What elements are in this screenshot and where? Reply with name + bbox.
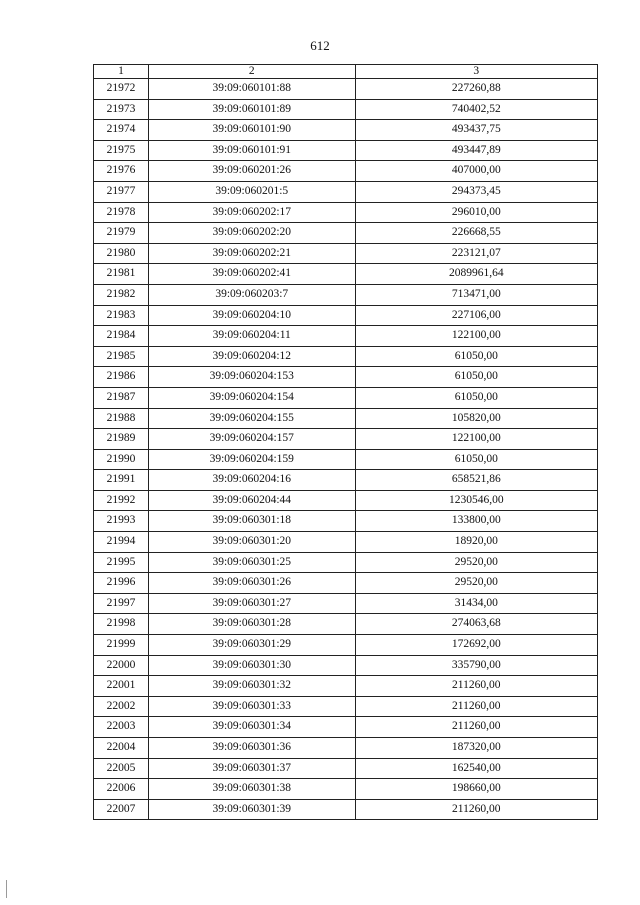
row-number: 21998 <box>94 614 149 635</box>
row-number: 21994 <box>94 532 149 553</box>
cadastral-number: 39:09:060301:28 <box>148 614 355 635</box>
table-body <box>94 79 598 820</box>
cadastral-number: 39:09:060301:33 <box>148 696 355 717</box>
cadastral-value: 296010,00 <box>355 202 597 223</box>
cadastral-value: 122100,00 <box>355 326 597 347</box>
cadastral-number: 39:09:060204:44 <box>148 490 355 511</box>
cadastral-number: 39:09:060301:39 <box>148 799 355 820</box>
row-number: 22007 <box>94 799 149 820</box>
cadastral-value: 61050,00 <box>355 387 597 408</box>
cadastral-number: 39:09:060301:34 <box>148 717 355 738</box>
table-row <box>94 305 598 326</box>
row-number: 21979 <box>94 223 149 244</box>
table-row <box>94 140 598 161</box>
table-row <box>94 593 598 614</box>
cadastral-value: 162540,00 <box>355 758 597 779</box>
table-row <box>94 429 598 450</box>
row-number: 21977 <box>94 181 149 202</box>
cadastral-value: 211260,00 <box>355 696 597 717</box>
cadastral-value: 335790,00 <box>355 655 597 676</box>
table-row <box>94 243 598 264</box>
row-number: 21992 <box>94 490 149 511</box>
column-header-2: 2 <box>148 65 355 79</box>
cadastral-value: 493447,89 <box>355 140 597 161</box>
cadastral-number: 39:09:060202:17 <box>148 202 355 223</box>
row-number: 21997 <box>94 593 149 614</box>
cadastral-number: 39:09:060301:18 <box>148 511 355 532</box>
cadastral-number: 39:09:060202:21 <box>148 243 355 264</box>
row-number: 21986 <box>94 367 149 388</box>
row-number: 21999 <box>94 635 149 656</box>
cadastral-number: 39:09:060301:29 <box>148 635 355 656</box>
table-row <box>94 470 598 491</box>
cadastral-number: 39:09:060204:11 <box>148 326 355 347</box>
row-number: 21990 <box>94 449 149 470</box>
cadastral-value: 407000,00 <box>355 161 597 182</box>
cadastral-number: 39:09:060204:16 <box>148 470 355 491</box>
table-row <box>94 367 598 388</box>
row-number: 21975 <box>94 140 149 161</box>
table-row <box>94 284 598 305</box>
cadastral-value: 61050,00 <box>355 449 597 470</box>
cadastral-number: 39:09:060204:12 <box>148 346 355 367</box>
cadastral-number: 39:09:060203:7 <box>148 284 355 305</box>
row-number: 21974 <box>94 120 149 141</box>
table-row <box>94 161 598 182</box>
table-row <box>94 408 598 429</box>
cadastral-value: 713471,00 <box>355 284 597 305</box>
cadastral-number: 39:09:060201:5 <box>148 181 355 202</box>
cadastral-value: 658521,86 <box>355 470 597 491</box>
cadastral-value: 227260,88 <box>355 79 597 100</box>
table-row <box>94 799 598 820</box>
table-row <box>94 223 598 244</box>
cadastral-value: 18920,00 <box>355 532 597 553</box>
row-number: 21980 <box>94 243 149 264</box>
cadastral-number: 39:09:060204:154 <box>148 387 355 408</box>
cadastral-number: 39:09:060201:26 <box>148 161 355 182</box>
cadastral-value: 211260,00 <box>355 799 597 820</box>
row-number: 21983 <box>94 305 149 326</box>
column-header-3: 3 <box>355 65 597 79</box>
table-row <box>94 676 598 697</box>
cadastral-value: 187320,00 <box>355 738 597 759</box>
cadastral-value: 133800,00 <box>355 511 597 532</box>
row-number: 22004 <box>94 738 149 759</box>
row-number: 21978 <box>94 202 149 223</box>
cadastral-value: 211260,00 <box>355 676 597 697</box>
cadastral-value-table <box>93 64 598 820</box>
cadastral-number: 39:09:060101:91 <box>148 140 355 161</box>
row-number: 21989 <box>94 429 149 450</box>
table-row <box>94 120 598 141</box>
cadastral-number: 39:09:060202:41 <box>148 264 355 285</box>
header-row <box>94 65 598 79</box>
row-number: 22002 <box>94 696 149 717</box>
table-row <box>94 532 598 553</box>
cadastral-number: 39:09:060202:20 <box>148 223 355 244</box>
row-number: 21984 <box>94 326 149 347</box>
cadastral-number: 39:09:060204:159 <box>148 449 355 470</box>
row-number: 22001 <box>94 676 149 697</box>
column-header-1: 1 <box>94 65 149 79</box>
cadastral-number: 39:09:060301:36 <box>148 738 355 759</box>
cadastral-value: 294373,45 <box>355 181 597 202</box>
cadastral-value: 1230546,00 <box>355 490 597 511</box>
cadastral-number: 39:09:060301:27 <box>148 593 355 614</box>
table-row <box>94 346 598 367</box>
table-row <box>94 79 598 100</box>
row-number: 22005 <box>94 758 149 779</box>
table-row <box>94 655 598 676</box>
cadastral-value: 740402,52 <box>355 99 597 120</box>
cadastral-value: 172692,00 <box>355 635 597 656</box>
cadastral-number: 39:09:060301:37 <box>148 758 355 779</box>
page-number: 612 <box>310 38 330 53</box>
row-number: 21993 <box>94 511 149 532</box>
table-row <box>94 511 598 532</box>
table-row <box>94 490 598 511</box>
cadastral-value: 61050,00 <box>355 346 597 367</box>
row-number: 21996 <box>94 573 149 594</box>
cadastral-value: 29520,00 <box>355 552 597 573</box>
cadastral-number: 39:09:060301:38 <box>148 779 355 800</box>
cadastral-number: 39:09:060101:88 <box>148 79 355 100</box>
table-row <box>94 181 598 202</box>
cadastral-number: 39:09:060301:30 <box>148 655 355 676</box>
cadastral-number: 39:09:060301:32 <box>148 676 355 697</box>
cadastral-number: 39:09:060301:26 <box>148 573 355 594</box>
row-number: 21985 <box>94 346 149 367</box>
cadastral-value: 105820,00 <box>355 408 597 429</box>
cadastral-value: 61050,00 <box>355 367 597 388</box>
table-row <box>94 614 598 635</box>
table-row <box>94 387 598 408</box>
table-row <box>94 758 598 779</box>
table-row <box>94 573 598 594</box>
cadastral-number: 39:09:060301:20 <box>148 532 355 553</box>
cadastral-value: 226668,55 <box>355 223 597 244</box>
table-row <box>94 738 598 759</box>
row-number: 21976 <box>94 161 149 182</box>
cadastral-value: 31434,00 <box>355 593 597 614</box>
row-number: 21987 <box>94 387 149 408</box>
table-row <box>94 99 598 120</box>
cadastral-number: 39:09:060101:90 <box>148 120 355 141</box>
table-row <box>94 326 598 347</box>
row-number: 22000 <box>94 655 149 676</box>
table-header <box>94 65 598 79</box>
row-number: 21972 <box>94 79 149 100</box>
cadastral-value: 29520,00 <box>355 573 597 594</box>
row-number: 21981 <box>94 264 149 285</box>
row-number: 22006 <box>94 779 149 800</box>
table-row <box>94 552 598 573</box>
cadastral-number: 39:09:060204:10 <box>148 305 355 326</box>
row-number: 21988 <box>94 408 149 429</box>
cadastral-value: 493437,75 <box>355 120 597 141</box>
row-number: 21982 <box>94 284 149 305</box>
cadastral-number: 39:09:060204:153 <box>148 367 355 388</box>
cadastral-value: 211260,00 <box>355 717 597 738</box>
table-row <box>94 449 598 470</box>
cadastral-number: 39:09:060204:155 <box>148 408 355 429</box>
table-row <box>94 779 598 800</box>
row-number: 21995 <box>94 552 149 573</box>
cadastral-value: 198660,00 <box>355 779 597 800</box>
table-row <box>94 717 598 738</box>
scan-margin-mark <box>6 880 7 898</box>
row-number: 21991 <box>94 470 149 491</box>
cadastral-value: 223121,07 <box>355 243 597 264</box>
cadastral-value: 122100,00 <box>355 429 597 450</box>
cadastral-number: 39:09:060204:157 <box>148 429 355 450</box>
row-number: 21973 <box>94 99 149 120</box>
cadastral-value: 2089961,64 <box>355 264 597 285</box>
cadastral-number: 39:09:060101:89 <box>148 99 355 120</box>
table-row <box>94 635 598 656</box>
cadastral-number: 39:09:060301:25 <box>148 552 355 573</box>
cadastral-value: 274063,68 <box>355 614 597 635</box>
cadastral-value: 227106,00 <box>355 305 597 326</box>
row-number: 22003 <box>94 717 149 738</box>
table-row <box>94 264 598 285</box>
table-row <box>94 696 598 717</box>
table-row <box>94 202 598 223</box>
